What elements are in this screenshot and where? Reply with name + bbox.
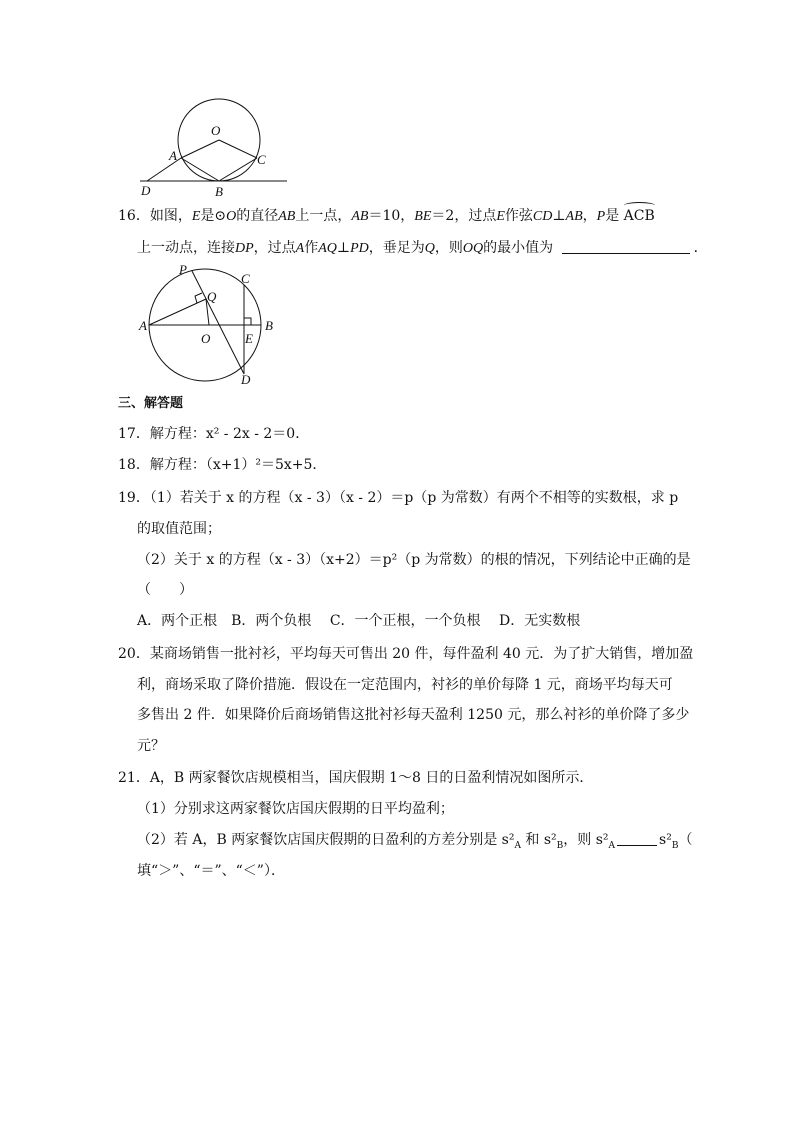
segment-oc — [219, 140, 257, 158]
q19-p2a: （2）关于 x 的方程（x - 3）（x+2）＝p²（p 为常数）的根的情况，下列结论中正确的是 — [137, 552, 691, 568]
label-o: O — [211, 123, 221, 138]
section-title: 三、解答题 — [118, 396, 184, 411]
right-angle-e — [244, 318, 251, 325]
segment-ab — [181, 158, 219, 181]
figure-q15 — [135, 92, 295, 200]
label-e: E — [245, 331, 253, 346]
segment-oa — [181, 140, 219, 158]
label-b: B — [215, 184, 223, 199]
label-a16: A — [139, 318, 147, 333]
label-c: C — [257, 152, 266, 167]
q21-l4: 填“＞”、“＝”、“＜”）． — [137, 863, 285, 879]
q20-l3: 多售出 2 件．如果降价后商场销售这批衬衫每天盈利 1250 元，那么衬衫的单价降了多少 — [137, 707, 690, 723]
segment-cb — [219, 158, 257, 181]
q20-l2: 利，商场采取了降价措施．假设在一定范围内，衬衫的单价每降 1 元，商场平均每天可 — [137, 677, 673, 693]
q21-l3: （2）若 A，B 两家餐饮店国庆假期的日盈利的方差分别是 $s^2_A$ 和 $s^2_B$，则 $s^2_A$ $s^2_B$（ — [137, 832, 693, 851]
q20-l4: 元？ — [137, 738, 165, 754]
answer-blank-q16[interactable] — [562, 239, 690, 254]
label-q: Q — [207, 289, 217, 304]
q16-line1: 16．如图，E是⊙O的直径AB上一点，AB＝10，BE＝2，过点E作弦CD⊥AB，P是 ACB — [118, 208, 655, 224]
q20-l1: 20．某商场销售一批衬衫，平均每天可售出 20 件，每件盈利 40 元．为了扩大销售，增加盈 — [118, 646, 694, 662]
q19-p1a: 19．（1）若关于 x 的方程（x - 3）（x - 2）＝p（p 为常数）有两个不相等的实数根，求 p — [118, 490, 679, 506]
q19-options: A．两个正根 B．两个负根 C．一个正根，一个负根 D．无实数根 — [137, 613, 581, 629]
answer-blank-q21[interactable] — [617, 833, 657, 846]
q18: 18．解方程：（x+1）²＝5x+5． — [118, 457, 327, 473]
arc-acb: ACB — [623, 208, 655, 224]
q19-p2b: （ ） — [137, 582, 193, 598]
label-p: P — [179, 262, 187, 277]
q16-line2: 上一动点，连接DP，过点A作AQ⊥PD，垂足为Q，则OQ的最小值为 ． — [137, 240, 708, 256]
segment-aq — [149, 299, 206, 325]
label-a: A — [169, 148, 177, 163]
q17: 17．解方程：x² - 2x - 2＝0． — [118, 426, 310, 442]
label-b16: B — [265, 318, 273, 333]
q21-l1: 21．A，B 两家餐饮店规模相当，国庆假期 1～8 日的日盈利情况如图所示． — [118, 770, 594, 786]
label-d: D — [141, 183, 151, 198]
q19-p1b: 的取值范围； — [137, 521, 221, 537]
label-d16: D — [241, 372, 251, 387]
label-c16: C — [241, 271, 250, 286]
q21-l2: （1）分别求这两家餐饮店国庆假期的日平均盈利； — [137, 801, 454, 817]
segment-pd — [192, 271, 244, 374]
figure-q16 — [135, 262, 285, 388]
label-o16: O — [201, 331, 211, 346]
